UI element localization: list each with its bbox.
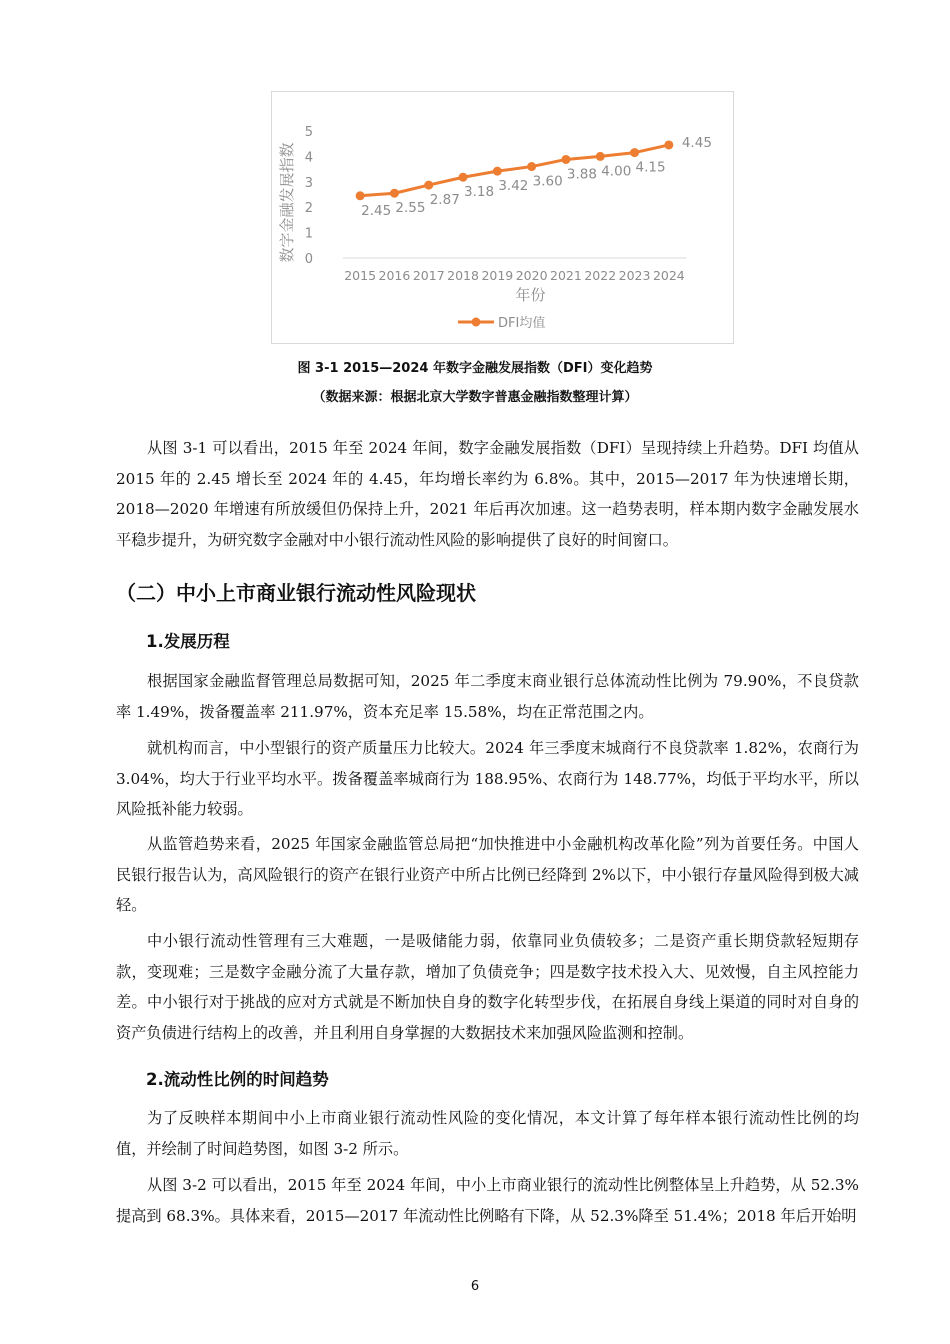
section-heading: （二）中小上市商业银行流动性风险现状 [116,581,476,605]
x-tick-label: 2021 [550,268,582,283]
figure-source: （数据来源：根据北京大学数字普惠金融指数整理计算） [312,390,638,405]
data-point-marker [630,148,639,157]
x-tick-label: 2018 [447,268,479,283]
x-axis-title: 年份 [515,286,546,304]
data-label: 2.55 [395,200,426,217]
paragraph-6: 为了反映样本期间中小上市商业银行流动性风险的变化情况，本文计算了每年样本银行流动性比例的均值，并绘制了时间趋势图，如图 3-2 所示。 [116,1109,859,1158]
data-point-marker [561,155,570,164]
paragraph-4: 从监管趋势来看，2025 年国家金融监管总局把“加快推进中小金融机构改革化险”列为首要任务。中国人民银行报告认为，高风险银行的资产在银行业资产中所占比例已经降到 2%以下，中小银行存量风险得到极大减轻。 [116,835,859,914]
data-label: 3.42 [498,178,529,195]
data-point-marker [596,152,605,161]
data-point-marker [527,162,536,171]
x-tick-label: 2024 [652,268,685,283]
subsection-heading-1: 1.发展历程 [146,632,230,651]
y-tick-label: 2 [304,201,313,217]
x-tick-label: 2020 [515,268,548,283]
data-point-marker [390,189,399,198]
data-label: 4.00 [601,163,632,180]
y-tick-label: 4 [304,150,313,166]
y-tick-label: 0 [304,252,313,267]
data-label: 3.88 [566,166,597,183]
dfi-line-chart [271,91,734,344]
data-point-marker [424,181,433,190]
x-tick-label: 2022 [584,268,617,283]
data-label: 4.15 [635,159,666,176]
y-tick-label: 1 [304,226,313,242]
legend-label: DFI均值 [498,316,546,331]
data-label: 3.60 [532,173,563,190]
y-tick-label: 3 [304,175,313,191]
subsection-heading-2: 2.流动性比例的时间趋势 [146,1070,329,1089]
y-axis-title: 数字金融发展指数 [278,142,296,263]
paragraph-2: 根据国家金融监督管理总局数据可知，2025 年二季度末商业银行总体流动性比例为 79.90%，不良贷款率 1.49%，拨备覆盖率 211.97%，资本充足率 15.58%，均在正常范围之内。 [116,672,859,721]
legend-marker [472,318,481,327]
x-tick-label: 2017 [412,268,445,283]
data-point-marker [493,167,502,176]
x-tick-label: 2015 [344,268,377,283]
data-point-marker [459,173,468,182]
data-label: 3.18 [464,184,495,201]
paragraph-5: 中小银行流动性管理有三大难题，一是吸储能力弱，依靠同业负债较多；二是资产重长期贷款轻短期存款，变现难；三是数字金融分流了大量存款，增加了负债竞争；四是数字技术投入大、见效慢，自主风控能力差。中小银行对于挑战的应对方式就是不断加快自身的数字化转型步伐，在拓展自身线上渠道的同时对自身的资产负债进行结构上的改善，并且利用自身掌握的大数据技术来加强风险监测和控制。 [116,932,859,1042]
page-number: 6 [470,1279,480,1294]
x-tick-label: 2019 [481,268,514,283]
x-tick-label: 2023 [618,268,651,283]
data-point-marker [356,191,365,200]
data-point-marker [664,140,673,149]
y-tick-label: 5 [304,125,313,140]
paragraph-1: 从图 3-1 可以看出，2015 年至 2024 年间，数字金融发展指数（DFI）呈现持续上升趋势。DFI 均值从 2015 年的 2.45 增长至 2024 年的 4.45，年均增长率约为 6.8%。其中，2015—2017 年为快速增长期，2018—2020 年增速有所放缓但仍保持上升，2021 年后再次加速。这一趋势表明，样本期内数字金融发展水平稳步提升，为研究数字金融对中小银行流动性风险的影响提供了良好的时间窗口。 [116,439,859,549]
data-label: 2.45 [361,202,392,219]
paragraph-3: 就机构而言，中小型银行的资产质量压力比较大。2024 年三季度末城商行不良贷款率 1.82%，农商行为 3.04%，均大于行业平均水平。拨备覆盖率城商行为 188.95%、农商行为 148.77%，均低于平均水平，所以风险抵补能力较弱。 [116,739,859,818]
chart-canvas [272,92,735,345]
figure-caption: 图 3-1 2015—2024 年数字金融发展指数（DFI）变化趋势 [297,361,653,376]
x-tick-label: 2016 [378,268,411,283]
data-label: 2.87 [429,192,460,209]
paragraph-7: 从图 3-2 可以看出，2015 年至 2024 年间，中小上市商业银行的流动性比例整体呈上升趋势，从 52.3%提高到 68.3%。具体来看，2015—2017 年流动性比例略有下降，从 52.3%降至 51.4%；2018 年后开始明 [116,1176,859,1225]
data-label: 4.45 [681,134,712,151]
